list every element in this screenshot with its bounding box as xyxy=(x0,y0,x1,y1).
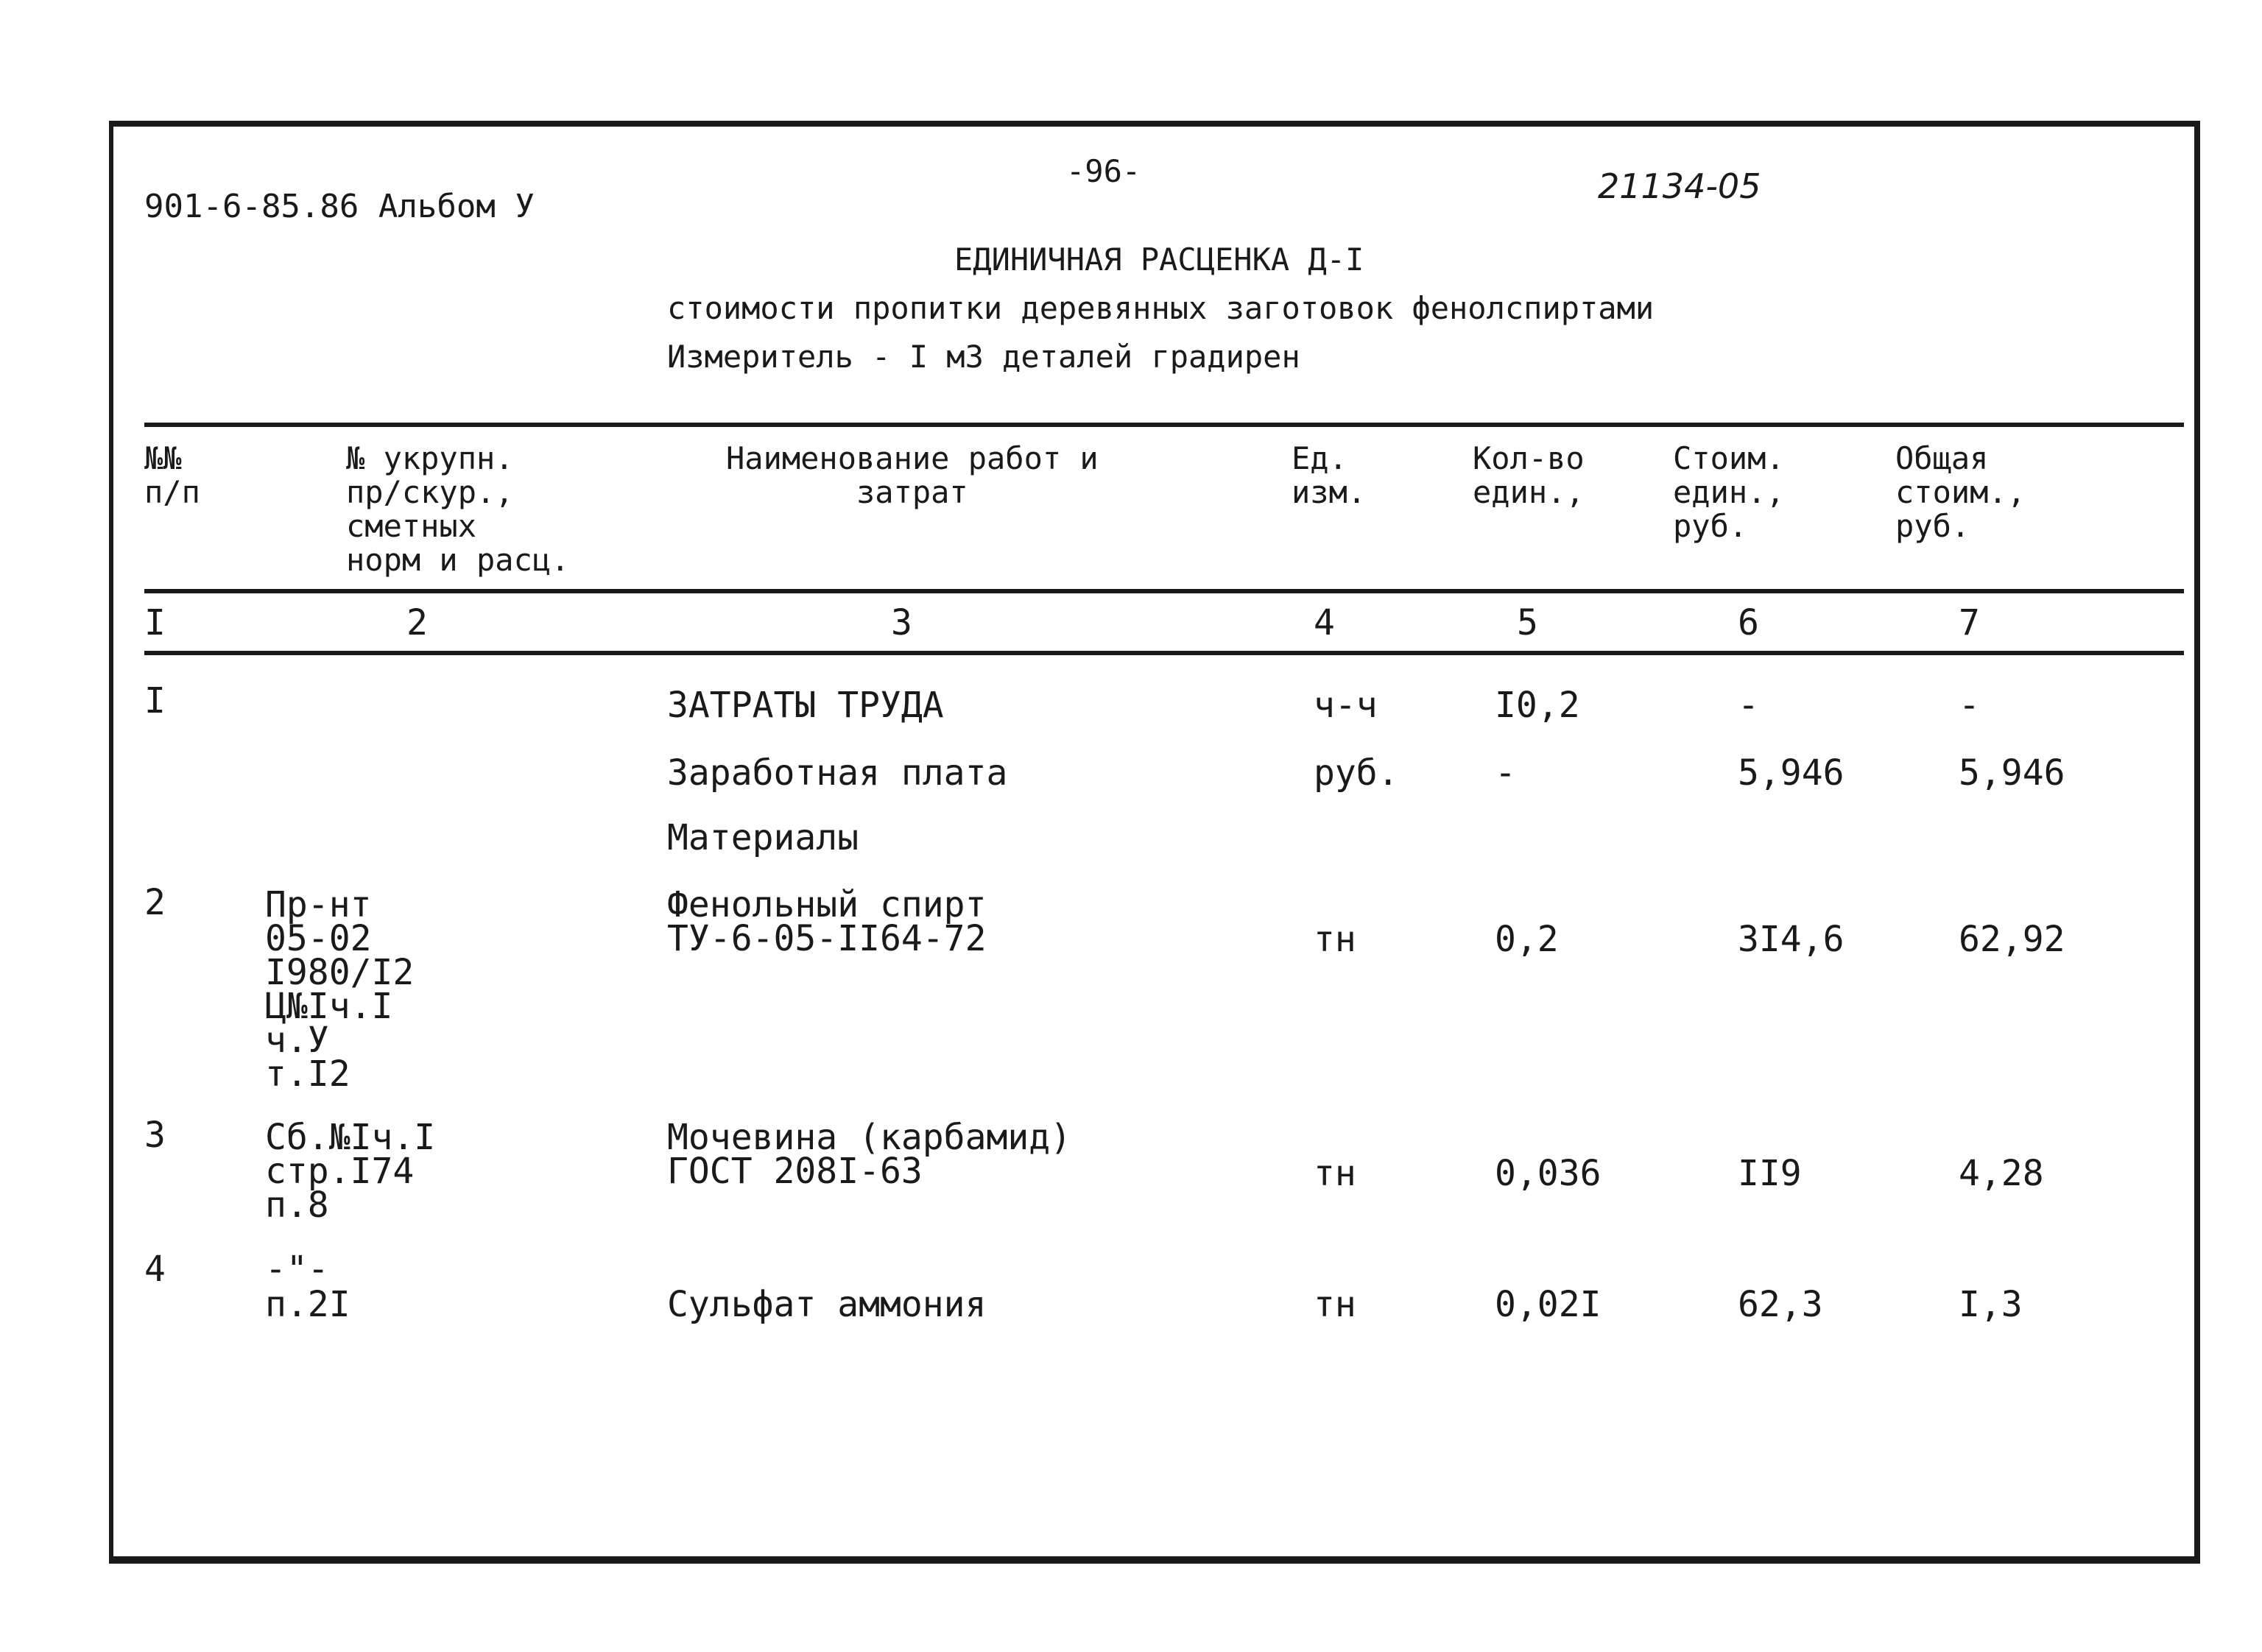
doc-code: 901-6-85.86 Альбом У xyxy=(144,188,535,225)
column-header-price: Стоим. един., руб. xyxy=(1673,440,1785,544)
norm-reference: Пр-нт 05-02 I980/I2 Ц№Iч.I ч.У т.I2 xyxy=(265,884,415,1095)
total-cost: 5,946 xyxy=(1959,752,2065,794)
column-header-name: Наименование работ и затрат xyxy=(726,440,1099,510)
document-subtitle: стоимости пропитки деревянных заготовок фенолспиртами xyxy=(667,290,1655,326)
quantity: I0,2 xyxy=(1495,685,1580,726)
quantity: 0,2 xyxy=(1495,919,1559,960)
unit: руб. xyxy=(1314,752,1399,794)
total-cost: 4,28 xyxy=(1959,1153,2044,1194)
column-number: I xyxy=(144,602,166,643)
row-number: 2 xyxy=(144,882,166,923)
unit-price: 62,3 xyxy=(1738,1284,1823,1325)
header-bottom-rule xyxy=(144,589,2184,593)
column-number: 4 xyxy=(1314,602,1335,643)
column-number: 6 xyxy=(1738,602,1759,643)
total-cost: - xyxy=(1959,685,1980,726)
row-number: I xyxy=(144,680,166,721)
number-row-bottom-rule xyxy=(144,651,2184,655)
column-header-ref: № укрупн. пр/скур., сметных норм и расц. xyxy=(346,440,570,578)
work-name: Мочевина (карбамид) ГОСТ 208I-63 xyxy=(667,1117,1072,1192)
work-name: Сульфат аммония xyxy=(667,1284,987,1325)
work-name: ЗАТРАТЫ ТРУДА xyxy=(667,685,944,726)
norm-reference: -"- п.2I xyxy=(265,1249,350,1325)
section-label: Материалы xyxy=(667,817,859,858)
page-mark: -96- xyxy=(1066,153,1141,189)
column-header-qty: Кол-во един., xyxy=(1473,440,1585,510)
unit: тн xyxy=(1314,919,1356,960)
row-number: 4 xyxy=(144,1249,166,1290)
unit-price: II9 xyxy=(1738,1153,1802,1194)
unit-price: 3I4,6 xyxy=(1738,919,1845,960)
work-name: Фенольный спирт ТУ-6-05-II64-72 xyxy=(667,884,987,959)
unit: тн xyxy=(1314,1153,1356,1194)
quantity: 0,036 xyxy=(1495,1153,1602,1194)
document-title: ЕДИНИЧНАЯ РАСЦЕНКА Д-I xyxy=(954,241,1364,278)
column-number: 7 xyxy=(1959,602,1980,643)
unit: тн xyxy=(1314,1284,1356,1325)
total-cost: 62,92 xyxy=(1959,919,2065,960)
row-number: 3 xyxy=(144,1115,166,1156)
work-name: Заработная плата xyxy=(667,752,1008,794)
column-number: 5 xyxy=(1517,602,1538,643)
column-number: 3 xyxy=(891,602,912,643)
table-top-rule xyxy=(144,423,2184,427)
total-cost: I,3 xyxy=(1959,1284,2023,1325)
column-header-unit: Ед. изм. xyxy=(1292,440,1367,510)
unit-price: - xyxy=(1738,685,1759,726)
column-number: 2 xyxy=(406,602,428,643)
quantity: - xyxy=(1495,752,1516,794)
unit: ч-ч xyxy=(1314,685,1378,726)
archive-number: 21134-05 xyxy=(1598,166,1761,206)
norm-reference: Сб.№Iч.I стр.I74 п.8 xyxy=(265,1117,436,1226)
measure-unit-line: Измеритель - I м3 деталей градирен xyxy=(667,339,1300,375)
unit-price: 5,946 xyxy=(1738,752,1845,794)
column-header-num: №№ п/п xyxy=(144,440,200,510)
quantity: 0,02I xyxy=(1495,1284,1602,1325)
column-header-total: Общая стоим., руб. xyxy=(1895,440,2026,544)
page-frame xyxy=(109,121,2200,1564)
